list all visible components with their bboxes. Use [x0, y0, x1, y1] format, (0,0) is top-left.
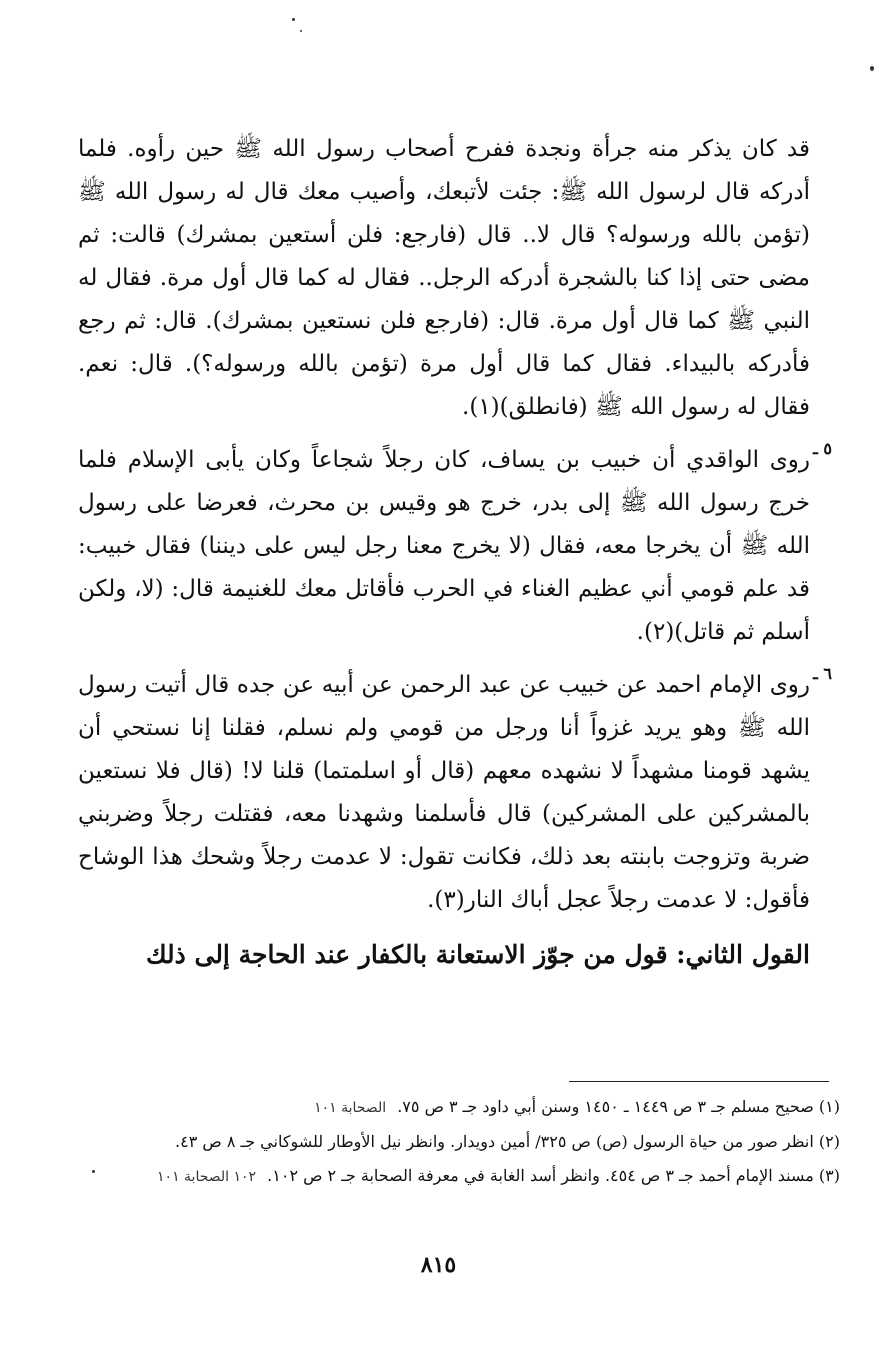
footnote-1 — [40, 1090, 840, 1125]
footnote-1-text: (١) صحيح مسلم جـ ٣ ص ١٤٤٩ ـ ١٤٥٠ وسنن أبي داود جـ ٣ ص ٧٥. — [397, 1097, 840, 1116]
footnote-separator — [569, 1081, 829, 1082]
scan-speck — [870, 66, 874, 71]
footnotes — [40, 1090, 840, 1194]
handwritten-annotation: الصحابة ١٠١ — [314, 1100, 387, 1116]
heading-label: القول الثاني: — [676, 940, 810, 969]
scan-speck — [292, 18, 295, 21]
scan-speck — [300, 30, 302, 32]
handwritten-annotation: ١٠٢ الصحابة ١٠١ — [157, 1169, 257, 1185]
item-number: ٥ ـ — [813, 439, 832, 458]
page-number: ٨١٥ — [420, 1252, 457, 1278]
main-text — [78, 128, 832, 978]
paragraph-continuation: قد كان يذكر منه جرأة ونجدة ففرح أصحاب رسول الله ﷺ حين رأوه. فلما أدركه قال لرسول الله ﷺ: جئت لأتبعك، وأصيب معك قال له رسول الله ﷺ (تؤمن بالله ورسوله؟ قال لا.. قال (فارجع: فلن أستعين بمشرك) قالت: ثم مضى حتى إذا كنا بالشجرة أدركه الرجل.. فقال له كما قال أول مرة. فقال له النبي ﷺ كما قال أول مرة. قال: (فارجع فلن نستعين بمشرك). قال: ثم رجع فأدركه بالبيداء. فقال كما قال أول مرة (تؤمن بالله ورسوله؟). قال: نعم. فقال له رسول الله ﷺ (فانطلق)(١). — [78, 136, 811, 420]
section-heading — [78, 932, 810, 978]
numbered-item-6 — [78, 664, 832, 922]
paragraph-6: روى الإمام احمد عن خبيب عن عبد الرحمن عن أبيه عن جده قال أتيت رسول الله ﷺ وهو يريد غزواً أنا ورجل من قومي ولم نسلم، فقلنا إنا نستحي أن يشهد قومنا مشهداً لا نشهده معهم (قال أو اسلمتما) قلنا لا! (قال فلا نستعين بالمشركين على المشركين) قال فأسلمنا وشهدنا معه، فقتلت رجلاً وضربني ضربة وتزوجت بابنته بعد ذلك، فكانت تقول: لا عدمت رجلاً وشحك هذا الوشاح فأقول: لا عدمت رجلاً عجل أباك النار(٣). — [78, 672, 810, 913]
footnote-3 — [40, 1159, 840, 1194]
footnote-2: (٢) انظر صور من حياة الرسول (ص) ص ٣٢٥/ أمين دويدار. وانظر نيل الأوطار للشوكاني جـ ٨ ص ٤٣. — [175, 1132, 840, 1151]
footnote-3-text: (٣) مسند الإمام أحمد جـ ٣ ص ٤٥٤. وانظر أسد الغابة في معرفة الصحابة جـ ٢ ص ١٠٢. — [267, 1166, 840, 1185]
paragraph-5: روى الواقدي أن خبيب بن يساف، كان رجلاً شجاعاً وكان يأبى الإسلام فلما خرج رسول الله ﷺ إلى بدر، خرج هو وقيس بن محرث، فعرضا على رسول الله ﷺ أن يخرجا معه، فقال (لا يخرج معنا رجل ليس على ديننا) فقال خبيب: قد علم قومي أني عظيم الغناء في الحرب فأقاتل معك للغنيمة قال: (لا، ولكن أسلم ثم قاتل)(٢). — [78, 447, 810, 645]
heading-text: قول من جوّز الاستعانة بالكفار عند الحاجة إلى ذلك — [145, 940, 668, 969]
item-number: ٦ ـ — [813, 664, 832, 683]
numbered-item-5 — [78, 439, 832, 654]
